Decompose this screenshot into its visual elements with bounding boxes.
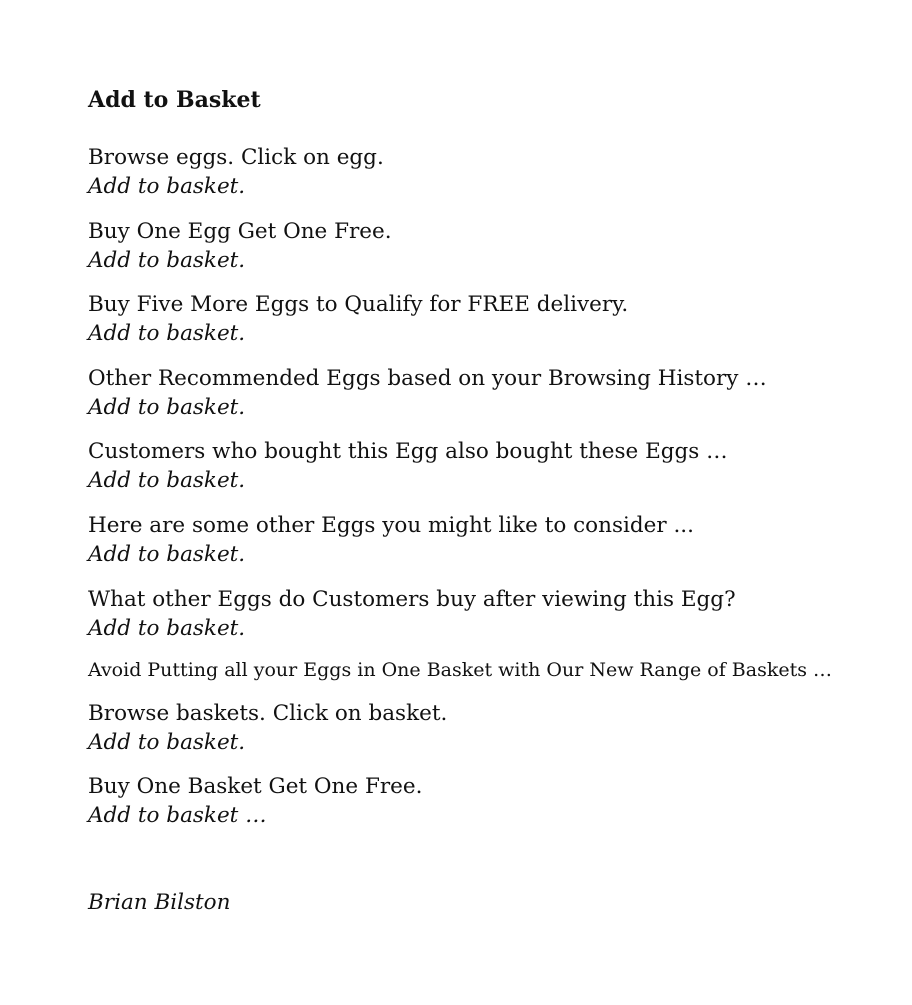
stanza — [88, 699, 888, 757]
stanza-line: Buy Five More Eggs to Qualify for FREE delivery. — [88, 292, 629, 317]
stanza — [88, 772, 888, 830]
stanza — [88, 290, 888, 348]
stanza-line: Here are some other Eggs you might like to consider ... — [88, 513, 694, 538]
stanza-refrain: Add to basket. — [88, 542, 246, 567]
stanza — [88, 143, 888, 201]
stanza — [88, 437, 888, 495]
poem-title: Add to Basket — [88, 87, 261, 113]
stanza — [88, 656, 888, 685]
stanza — [88, 511, 888, 569]
stanza-refrain: Add to basket. — [88, 468, 246, 493]
poem-page — [88, 0, 888, 1005]
stanza-line: Browse eggs. Click on egg. — [88, 145, 384, 170]
stanza-refrain: Add to basket. — [88, 730, 246, 755]
stanza-line: Buy One Basket Get One Free. — [88, 774, 423, 799]
stanza-refrain: Add to basket. — [88, 248, 246, 273]
stanza-refrain: Add to basket. — [88, 616, 246, 641]
stanza-line: Customers who bought this Egg also bought these Eggs … — [88, 439, 728, 464]
stanza — [88, 585, 888, 643]
stanza-refrain: Add to basket. — [88, 174, 246, 199]
stanza — [88, 217, 888, 275]
stanza-line: Buy One Egg Get One Free. — [88, 219, 392, 244]
stanza-line: What other Eggs do Customers buy after viewing this Egg? — [88, 587, 736, 612]
stanza-line: Other Recommended Eggs based on your Browsing History … — [88, 366, 767, 391]
author-name: Brian Bilston — [88, 890, 231, 915]
stanza-line: Avoid Putting all your Eggs in One Basket with Our New Range of Baskets … — [88, 659, 833, 681]
stanza-line: Browse baskets. Click on basket. — [88, 701, 448, 726]
stanza — [88, 364, 888, 422]
stanza-refrain: Add to basket. — [88, 395, 246, 420]
stanza-refrain: Add to basket. — [88, 321, 246, 346]
stanza-refrain: Add to basket … — [88, 803, 267, 828]
